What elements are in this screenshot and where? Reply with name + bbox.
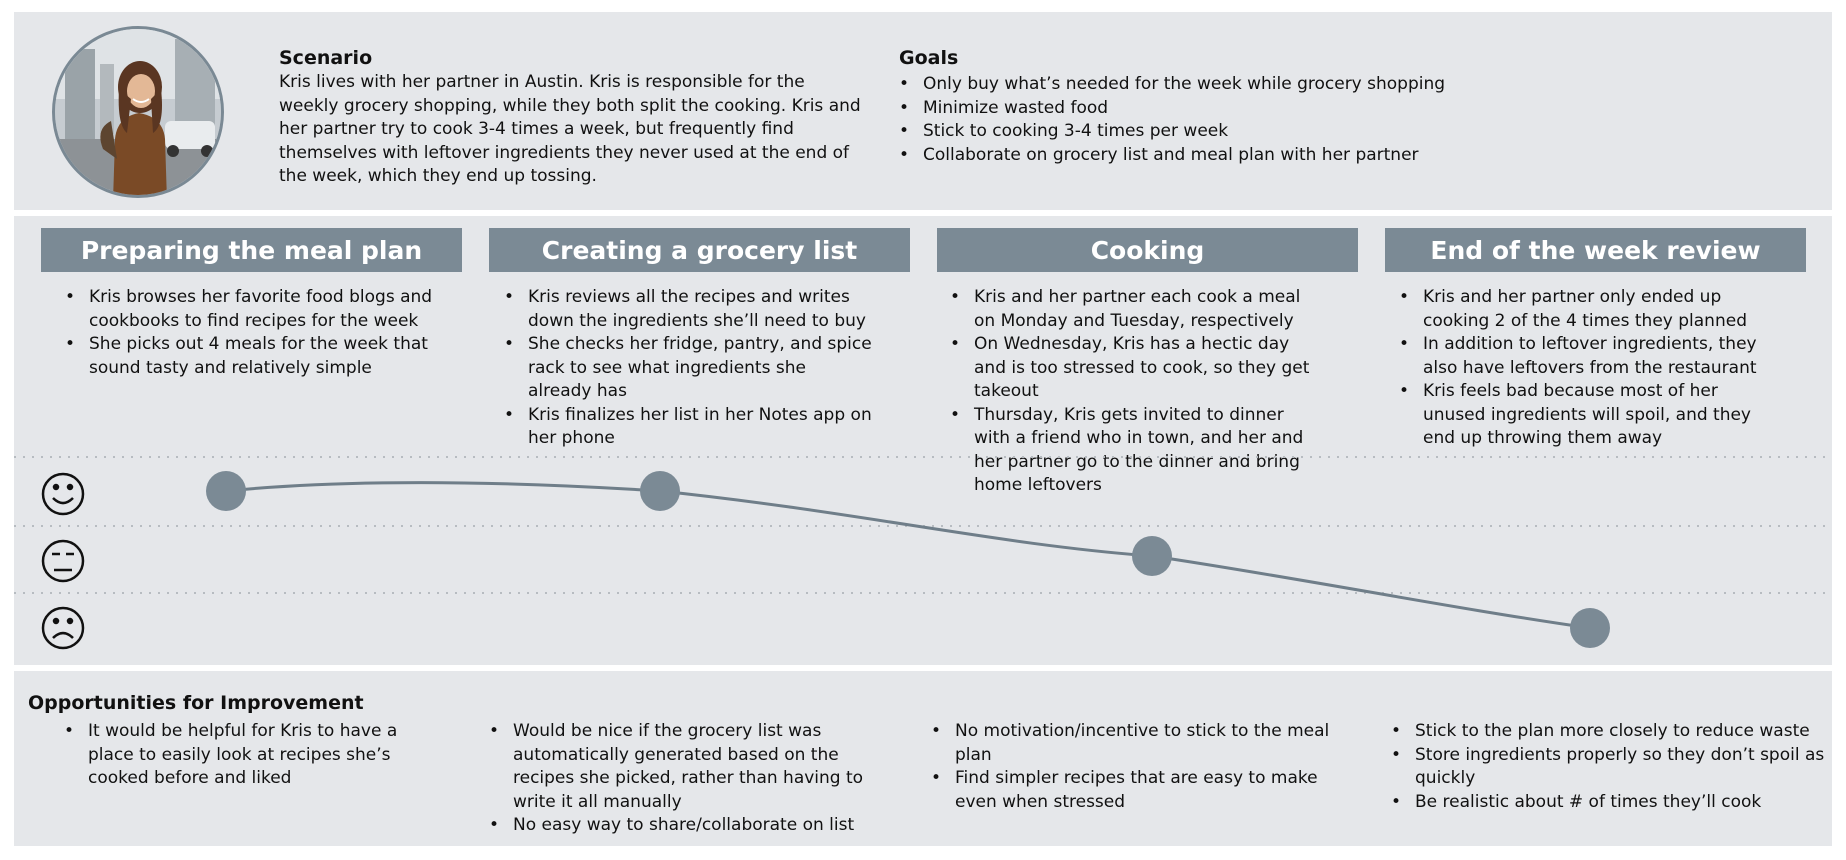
emotion-curve-line: [226, 483, 1590, 628]
scenario-title: Scenario: [279, 47, 373, 69]
opportunity-item: • Stick to the plan more closely to reduce waste: [1389, 720, 1829, 744]
emotion-points: [206, 471, 1610, 648]
stage-action-item: • Kris and her partner only ended up cooking 2 of the 4 times they planned: [1397, 286, 1769, 333]
goal-item: • Only buy what’s needed for the week while grocery shopping: [897, 73, 1597, 97]
stage-header-preparing-meal-plan: Preparing the meal plan: [41, 228, 462, 272]
emotion-point-2: [640, 471, 680, 511]
goal-item: • Collaborate on grocery list and meal plan with her partner: [897, 144, 1597, 168]
stage-header-cooking: Cooking: [937, 228, 1358, 272]
opportunities-column-2: [487, 720, 887, 838]
stage-header-creating-grocery-list: Creating a grocery list: [489, 228, 910, 272]
neutral-face-icon: [43, 541, 83, 581]
opportunities-title: Opportunities for Improvement: [28, 692, 364, 714]
opportunities-column-3: [929, 720, 1349, 814]
scenario-text: Kris lives with her partner in Austin. Kris is responsible for the weekly grocery shopping, while they both split the cooking. Kris and her partner try to cook 3-4 times a week, but frequently find themselves with leftover ingredients they never used at the end of the week, which they end up tossing.: [279, 72, 861, 186]
stage-action-item: • Thursday, Kris gets invited to dinner with a friend who in town, and her and her partner go to the dinner and bring home leftovers: [948, 404, 1320, 498]
stage-action-item: • Kris reviews all the recipes and writes down the ingredients she’ll need to buy: [502, 286, 874, 333]
opportunity-item: • Be realistic about # of times they’ll cook: [1389, 791, 1829, 815]
stage-action-item: • She checks her fridge, pantry, and spice rack to see what ingredients she already has: [502, 333, 874, 404]
happy-face-icon: [43, 474, 83, 514]
opportunity-item: • Would be nice if the grocery list was automatically generated based on the recipes she picked, rather than having to write it all manually: [487, 720, 887, 814]
stage-action-item: • On Wednesday, Kris has a hectic day and is too stressed to cook, so they get takeout: [948, 333, 1320, 404]
stage-action-item: • Kris feels bad because most of her unused ingredients will spoil, and they end up throwing them away: [1397, 380, 1769, 451]
stage-action-item: • Kris browses her favorite food blogs and cookbooks to find recipes for the week: [63, 286, 435, 333]
emotion-point-3: [1132, 536, 1172, 576]
goals-title: Goals: [899, 47, 959, 69]
emotion-point-1: [206, 471, 246, 511]
opportunity-item: • No easy way to share/collaborate on list: [487, 814, 887, 838]
emotion-point-4: [1570, 608, 1610, 648]
sad-face-icon: [43, 608, 83, 648]
opportunities-column-4: [1389, 720, 1829, 814]
stage-action-item: • In addition to leftover ingredients, they also have leftovers from the restaurant: [1397, 333, 1769, 380]
opportunity-item: • It would be helpful for Kris to have a place to easily look at recipes she’s cooked before and liked: [62, 720, 432, 791]
opportunities-column-1: [62, 720, 432, 791]
opportunity-item: • Store ingredients properly so they don’t spoil as quickly: [1389, 744, 1829, 791]
stage-action-item: • She picks out 4 meals for the week that sound tasty and relatively simple: [63, 333, 435, 380]
stage-action-item: • Kris and her partner each cook a meal on Monday and Tuesday, respectively: [948, 286, 1320, 333]
opportunity-item: • No motivation/incentive to stick to the meal plan: [929, 720, 1349, 767]
stage-action-item: • Kris finalizes her list in her Notes app on her phone: [502, 404, 874, 451]
goal-item: • Stick to cooking 3-4 times per week: [897, 120, 1597, 144]
stage-header-end-of-week-review: End of the week review: [1385, 228, 1806, 272]
opportunity-item: • Find simpler recipes that are easy to make even when stressed: [929, 767, 1349, 814]
goal-item: • Minimize wasted food: [897, 97, 1597, 121]
